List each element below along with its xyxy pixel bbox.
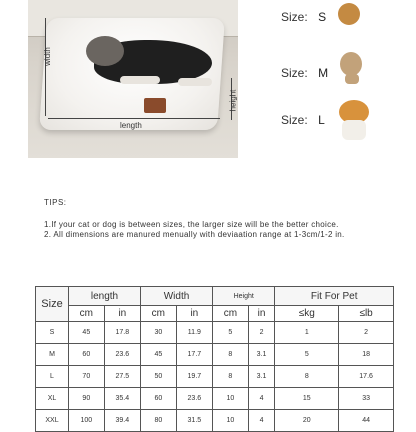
table-cell: 1 [275,322,339,344]
table-cell: 19.7 [176,366,212,388]
length-label: length [120,121,142,130]
width-label: width [42,47,52,66]
table-row [36,366,394,388]
table-cell: 17.7 [176,344,212,366]
table-cell: 4 [248,410,275,432]
height-label: height [228,89,238,112]
length-dimension-line [48,118,220,119]
width-dimension-line [45,18,46,116]
table-cell: 18 [339,344,394,366]
table-cell: XL [36,388,69,410]
dog-leg [178,78,212,86]
table-cell: 3.1 [248,366,275,388]
unit-cell: in [104,306,140,322]
table-cell: 5 [275,344,339,366]
table-cell: 44 [339,410,394,432]
pug-icon [340,52,362,76]
header-width: Width [141,287,213,306]
table-cell: 23.6 [176,388,212,410]
table-cell: S [36,322,69,344]
table-row [36,322,394,344]
table-cell: 20 [275,410,339,432]
size-label: Size: [281,66,308,80]
tip-line-1: 1.If your cat or dog is between sizes, the larger size will be the better choice. [44,220,339,229]
table-cell: 17.8 [104,322,140,344]
table-cell: 30 [141,322,177,344]
table-row [36,344,394,366]
unit-cell: cm [69,306,105,322]
table-cell: XXL [36,410,69,432]
table-cell: L [36,366,69,388]
table-cell: 15 [275,388,339,410]
table-cell: 60 [141,388,177,410]
dog-leg [120,76,160,84]
table-cell: 60 [69,344,105,366]
size-letter: S [318,10,327,24]
table-cell: 23.6 [104,344,140,366]
size-label: Size: [281,113,308,127]
table-cell: 3.1 [248,344,275,366]
unit-cell: in [176,306,212,322]
table-row [36,388,394,410]
header-size: Size [36,287,69,322]
table-cell: 31.5 [176,410,212,432]
table-cell: 39.4 [104,410,140,432]
unit-cell: cm [213,306,249,322]
table-cell: 50 [141,366,177,388]
table-cell: 27.5 [104,366,140,388]
corgi-icon [342,120,366,140]
brand-tag [144,98,166,113]
header-length: length [69,287,141,306]
table-cell: 70 [69,366,105,388]
table-cell: M [36,344,69,366]
table-cell: 45 [69,322,105,344]
dog-head [86,36,124,66]
table-cell: 100 [69,410,105,432]
tips-title: TIPS: [44,198,67,207]
size-letter: M [318,66,329,80]
product-photo [28,0,238,158]
table-cell: 10 [213,410,249,432]
table-cell: 35.4 [104,388,140,410]
table-cell: 4 [248,388,275,410]
pug-icon [345,74,359,84]
size-label: Size: [281,10,308,24]
header-height: Height [213,287,275,306]
table-cell: 45 [141,344,177,366]
size-option-m [281,64,328,94]
table-cell: 33 [339,388,394,410]
table-cell: 90 [69,388,105,410]
size-table [35,286,394,432]
table-cell: 8 [213,344,249,366]
table-cell: 10 [213,388,249,410]
size-option-l [281,111,325,141]
table-cell: 8 [275,366,339,388]
table-cell: 8 [213,366,249,388]
unit-cell: ≤lb [339,306,394,322]
table-row [36,410,394,432]
size-option-s [281,8,326,38]
table-cell: 5 [213,322,249,344]
header-fit-for-pet: Fit For Pet [275,287,394,306]
table-units-row [36,306,394,322]
table-header-row [36,287,394,306]
table-cell: 2 [339,322,394,344]
table-cell: 80 [141,410,177,432]
unit-cell: ≤kg [275,306,339,322]
size-letter: L [318,113,325,127]
table-cell: 17.6 [339,366,394,388]
table-cell: 2 [248,322,275,344]
unit-cell: cm [141,306,177,322]
hamster-icon [338,3,360,25]
tip-line-2: 2. All dimensions are manured menually with deviaation range at 1-3cm/1-2 in. [44,230,345,239]
table-cell: 11.9 [176,322,212,344]
unit-cell: in [248,306,275,322]
